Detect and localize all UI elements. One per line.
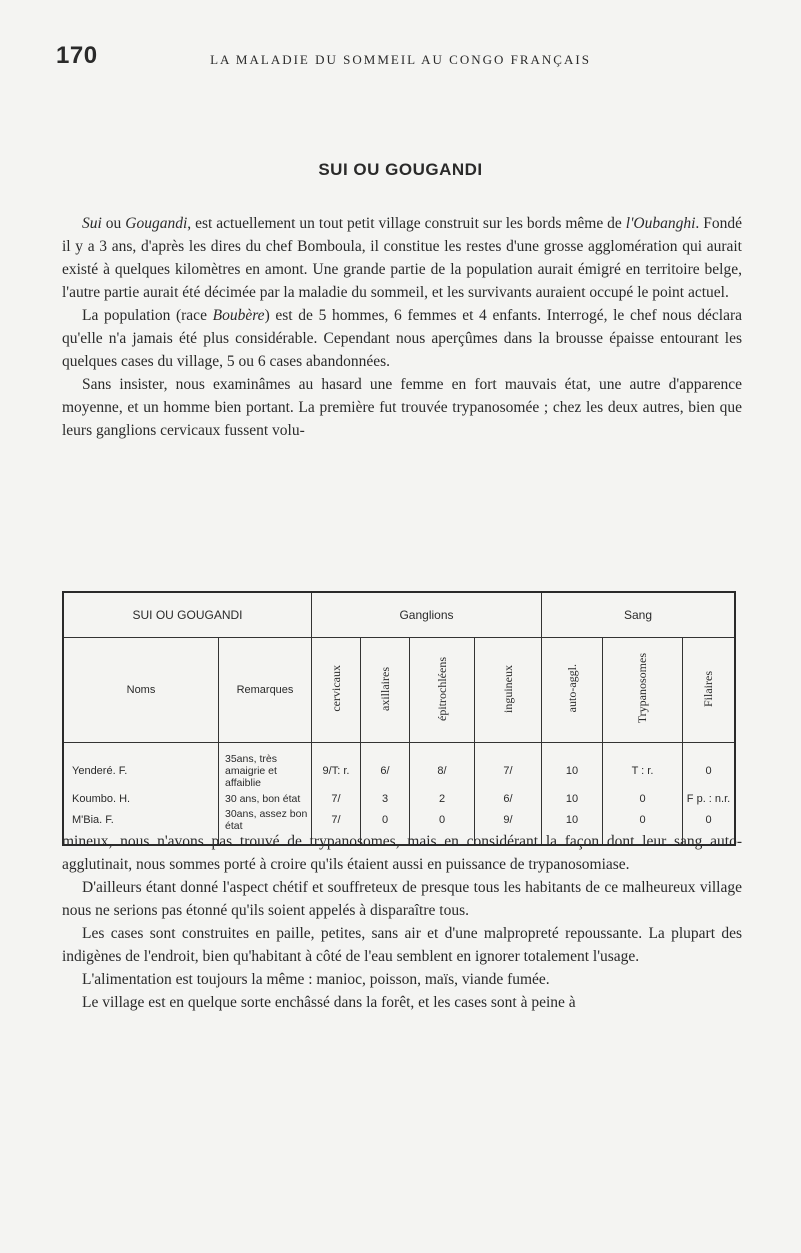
col-trypanosomes-label: Trypanosomes bbox=[635, 653, 649, 724]
col-filaires bbox=[683, 638, 736, 743]
text-run: . Fondé il y a 3 ans, d'après les dires du chef Bomboula, il constitue les restes d'une grosse agglomération qui aurait existé à quelques kilomètres en amont. Une grande partie de la population aurait émigré en territoire belge, l'autre partie aurait été décimée par la maladie du sommeil, et les survivants auraient occupé le point actuel. bbox=[62, 215, 742, 301]
cell-auto-aggl: 10 bbox=[542, 808, 603, 845]
intro-paragraph bbox=[62, 212, 742, 304]
text-run: La population (race bbox=[82, 307, 213, 324]
cell-name: M'Bia. F. bbox=[63, 808, 219, 845]
cell-cervicaux: 7/ bbox=[312, 789, 361, 808]
col-inguineux bbox=[475, 638, 542, 743]
col-filaires-label: Filaires bbox=[701, 670, 715, 707]
cell-remark: 30ans, assez bon état bbox=[219, 808, 312, 845]
cell-filaires: 0 bbox=[683, 808, 736, 845]
col-remarques: Remarques bbox=[219, 638, 312, 743]
body-paragraph: mineux, nous n'avons pas trouvé de trypanosomes, mais en considérant la façon dont leur sang auto-agglutinait, nous sommes porté à croire qu'ils étaient aussi en puissance de trypanosomiase. bbox=[62, 833, 742, 873]
cell-filaires: 0 bbox=[683, 743, 736, 790]
col-axillaires bbox=[361, 638, 410, 743]
col-epitrochleens-label: épitrochléens bbox=[434, 656, 449, 721]
cell-inguineux: 9/ bbox=[475, 808, 542, 845]
cell-auto-aggl: 10 bbox=[542, 789, 603, 808]
cell-remark: 35ans, très amaigrie et affaiblie bbox=[219, 743, 312, 790]
cell-trypanosomes: 0 bbox=[603, 789, 683, 808]
cell-epitrochleens: 0 bbox=[410, 808, 475, 845]
col-noms: Noms bbox=[63, 638, 219, 743]
body-paragraph: Les cases sont construites en paille, petites, sans air et d'une malpropreté repoussante. La plupart des indigènes de l'endroit, bien qu'habitant à côté de l'eau semblent en ignorer totalement l'usage. bbox=[62, 925, 742, 965]
cell-name: Yenderé. F. bbox=[63, 743, 219, 790]
cell-cervicaux: 9/T: r. bbox=[312, 743, 361, 790]
italic-term: Sui bbox=[82, 215, 102, 232]
text-run: ) est de 5 hommes, 6 femmes et 4 enfants. Interrogé, le chef nous déclara qu'elle n'a jamais été plus considérable. Cependant nous aperçûmes dans la brousse épaisse entourant les quelques cases du village, 5 ou 6 cases abandonnées. bbox=[62, 307, 743, 370]
page-number: 170 bbox=[56, 42, 98, 69]
col-auto-aggl-label: auto-aggl. bbox=[564, 664, 579, 713]
section-title: SUI OU GOUGANDI bbox=[318, 160, 483, 179]
body-paragraph: L'alimentation est toujours la même : manioc, poisson, maïs, viande fumée. bbox=[82, 971, 550, 988]
col-epitrochleens bbox=[410, 638, 475, 743]
intro-paragraph bbox=[62, 373, 742, 442]
body-paragraph: Le village est en quelque sorte enchâssé dans la forêt, et les cases sont à peine à bbox=[82, 994, 576, 1011]
italic-term: l'Oubanghi bbox=[625, 215, 696, 232]
cell-inguineux: 6/ bbox=[475, 789, 542, 808]
col-axillaires-label: axillaires bbox=[377, 666, 392, 711]
table-row bbox=[63, 743, 735, 790]
running-head: LA MALADIE DU SOMMEIL AU CONGO FRANÇAIS bbox=[210, 52, 591, 67]
cell-inguineux: 7/ bbox=[475, 743, 542, 790]
intro-paragraph bbox=[62, 304, 742, 373]
col-auto-aggl bbox=[542, 638, 603, 743]
body-paragraph: D'ailleurs étant donné l'aspect chétif et souffreteux de presque tous les habitants de ce malheureux village nous ne serions pas étonné qu'ils soient appelés à disparaître tous. bbox=[62, 879, 742, 919]
col-inguineux-label: inguineux bbox=[500, 664, 515, 713]
text-run: ou bbox=[101, 215, 126, 232]
table-title: SUI OU GOUGANDI bbox=[63, 592, 312, 638]
cell-auto-aggl: 10 bbox=[542, 743, 603, 790]
italic-term: Gougandi bbox=[125, 215, 188, 232]
col-cervicaux bbox=[312, 638, 361, 743]
col-cervicaux-label: cervicaux bbox=[328, 665, 343, 712]
text-run: Sans insister, nous examinâmes au hasard une femme en fort mauvais état, une autre d'apparence moyenne, et un homme bien portant. La première fut trouvée trypanosomée ; chez les deux autres, bien que leurs ganglions cervicaux fussent volu- bbox=[62, 376, 742, 439]
cell-epitrochleens: 8/ bbox=[410, 743, 475, 790]
examination-table bbox=[62, 591, 736, 846]
intro-text bbox=[62, 212, 742, 442]
table-row bbox=[63, 789, 735, 808]
cell-trypanosomes: 0 bbox=[603, 808, 683, 845]
text-run: , est actuellement un tout petit village construit sur les bords même de bbox=[187, 215, 626, 232]
sang-group-header: Sang bbox=[542, 592, 736, 638]
cell-axillaires: 6/ bbox=[361, 743, 410, 790]
continuation-text bbox=[62, 830, 742, 1014]
italic-term: Boubère bbox=[212, 307, 265, 324]
col-trypanosomes bbox=[603, 638, 683, 743]
cell-filaires: F p. : n.r. bbox=[683, 789, 736, 808]
cell-axillaires: 0 bbox=[361, 808, 410, 845]
cell-name: Koumbo. H. bbox=[63, 789, 219, 808]
cell-axillaires: 3 bbox=[361, 789, 410, 808]
cell-cervicaux: 7/ bbox=[312, 808, 361, 845]
cell-remark: 30 ans, bon état bbox=[219, 789, 312, 808]
cell-epitrochleens: 2 bbox=[410, 789, 475, 808]
cell-trypanosomes: T : r. bbox=[603, 743, 683, 790]
ganglions-group-header: Ganglions bbox=[312, 592, 542, 638]
